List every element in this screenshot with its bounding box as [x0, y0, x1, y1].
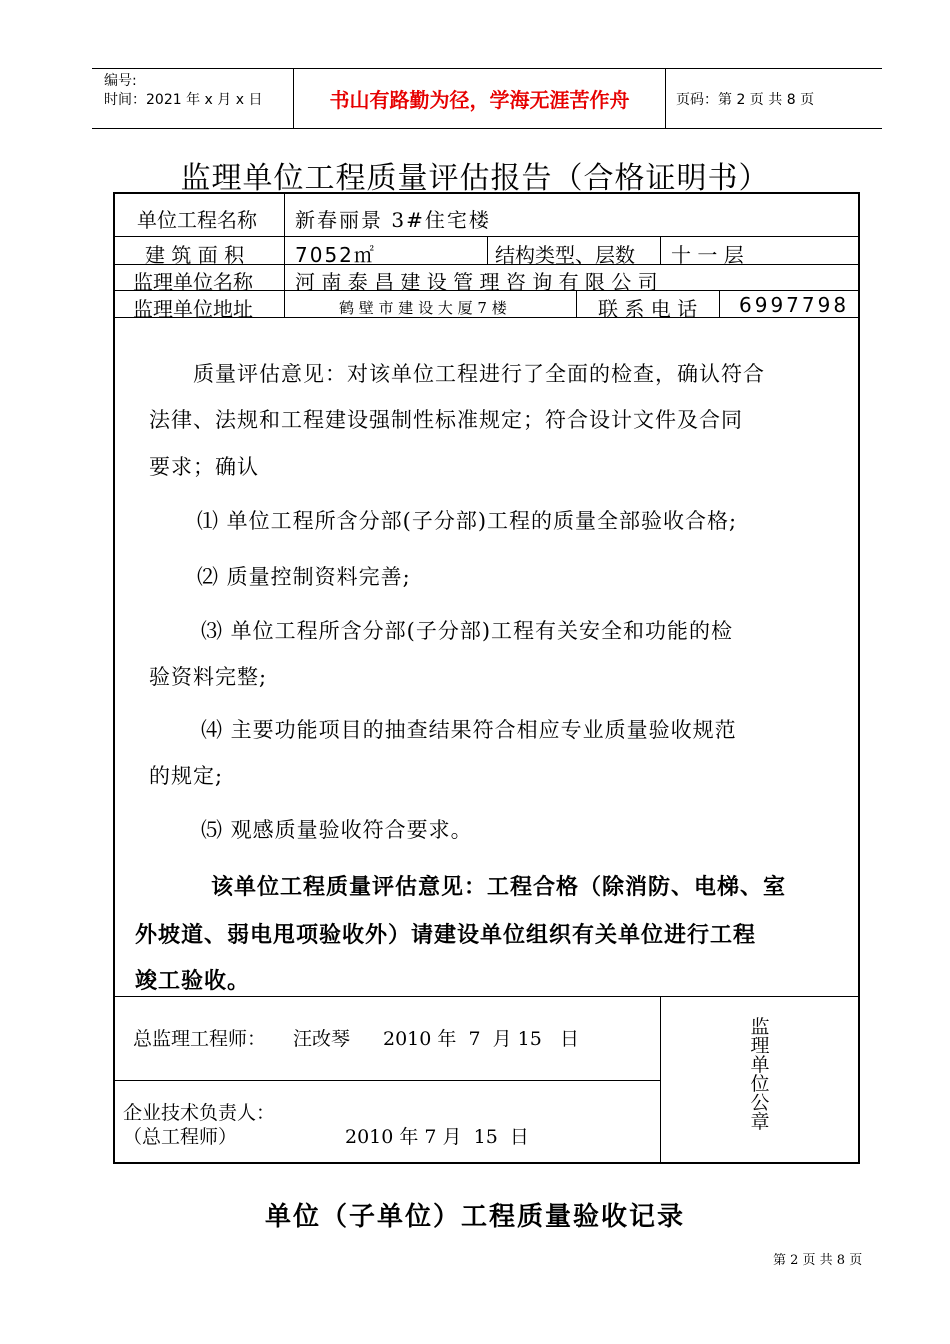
- tech-lead-sub-label: （总工程师）: [123, 1126, 238, 1148]
- conclusion-line: 该单位工程质量评估意见：工程合格（除消防、电梯、室: [211, 874, 787, 900]
- area-value: 7052㎡: [295, 243, 376, 267]
- opinion-line: 法律、法规和工程建设强制性标准规定；符合设计文件及合同: [149, 408, 743, 432]
- unit-address-label: 监理单位地址: [133, 297, 253, 321]
- page-title: 监理单位工程质量评估报告（合格证明书）: [180, 161, 770, 196]
- seal-label: 监理单位公章: [750, 1016, 770, 1133]
- page-number-label: 页码：第 2 页 共 8 页: [676, 92, 815, 108]
- unit-name-value: 河 南 泰 昌 建 设 管 理 咨 询 有 限 公 司: [295, 270, 658, 294]
- structure-value: 十 一 层: [671, 243, 744, 267]
- project-name-value: 新春丽景 3#住宅楼: [295, 208, 491, 232]
- opinion-item: ⑸ 观感质量验收符合要求。: [201, 818, 473, 842]
- phone-value: 6997798: [739, 293, 850, 317]
- unit-address-value: 鹤 壁 市 建 设 大 厦 7 楼: [339, 299, 507, 317]
- opinion-item: ⑶ 单位工程所含分部(子分部)工程有关安全和功能的检: [201, 619, 734, 643]
- tech-lead-date: 2010 年 7 月 15 日: [345, 1126, 529, 1148]
- header-motto: 书山有路勤为径，学海无涯苦作舟: [329, 88, 630, 112]
- header-divider: [665, 68, 666, 128]
- chief-engineer-name: 汪改琴: [293, 1028, 351, 1050]
- conclusion-line: 外坡道、弱电甩项验收外）请建设单位组织有关单位进行工程: [135, 922, 757, 948]
- phone-label: 联 系 电 话: [598, 297, 698, 321]
- area-label: 建 筑 面 积: [145, 243, 245, 267]
- conclusion-line: 竣工验收。: [135, 968, 251, 994]
- opinion-line: 质量评估意见：对该单位工程进行了全面的检查，确认符合: [193, 362, 765, 386]
- page-footer: 第 2 页 共 8 页: [773, 1253, 863, 1268]
- tech-lead-label: 企业技术负责人：: [123, 1102, 276, 1124]
- unit-name-label: 监理单位名称: [133, 270, 253, 294]
- opinion-item: ⑵ 质量控制资料完善;: [197, 565, 411, 589]
- doc-number-label: 编号:: [104, 73, 137, 89]
- opinion-item: ⑷ 主要功能项目的抽查结果符合相应专业质量验收规范: [201, 718, 737, 742]
- section-subtitle: 单位（子单位）工程质量验收记录: [264, 1202, 685, 1232]
- opinion-item: ⑴ 单位工程所含分部(子分部)工程的质量全部验收合格;: [197, 509, 738, 533]
- header-bottom-rule: [92, 128, 882, 129]
- opinion-item: 验资料完整;: [149, 665, 268, 689]
- doc-time-label: 时间：2021 年 x 月 x 日: [104, 92, 263, 108]
- opinion-item: 的规定;: [149, 764, 224, 788]
- structure-label: 结构类型、层数: [495, 243, 635, 267]
- chief-engineer-date: 2010 年 7 月 15 日: [383, 1028, 579, 1050]
- chief-engineer-label: 总监理工程师：: [133, 1028, 267, 1050]
- opinion-line: 要求；确认: [149, 455, 259, 479]
- project-name-label: 单位工程名称: [137, 208, 257, 232]
- header-top-rule: [92, 68, 882, 69]
